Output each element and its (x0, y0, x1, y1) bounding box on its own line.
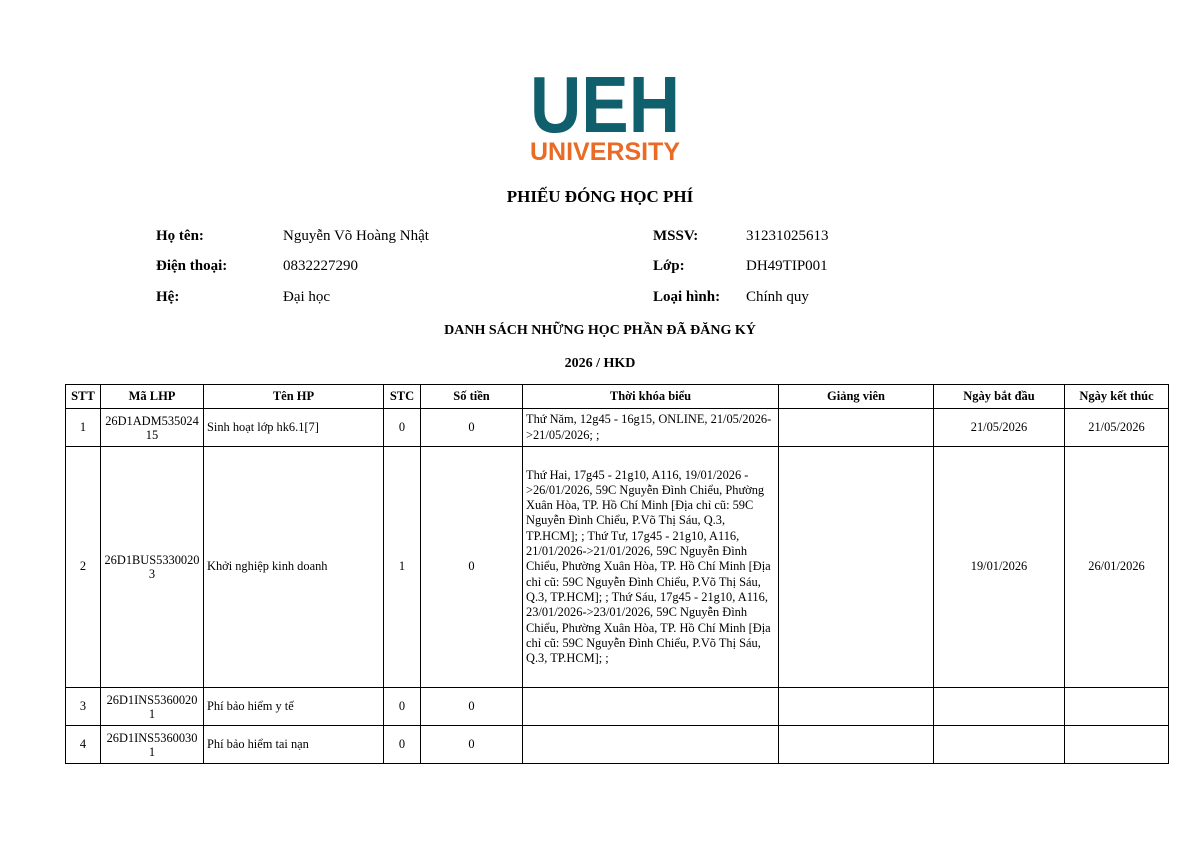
cell-giang-vien (779, 447, 934, 688)
cell-ma-lhp: 26D1INS53600201 (101, 688, 204, 726)
cell-so-tien: 0 (421, 688, 523, 726)
cell-stc: 1 (384, 447, 421, 688)
cell-thoi-khoa-bieu: Thứ Hai, 17g45 - 21g10, A116, 19/01/2026 ->26/01/2026, 59C Nguyễn Đình Chiểu, Phường Xuân Hòa, TP. Hồ Chí Minh [Địa chỉ cũ: 59C Nguyễn Đình Chiểu, P.Võ Thị Sáu, Q.3, TP.HCM]; ; Thứ Tư, 17g45 - 21g10, A116, 21/01/2026->21/01/2026, 59C Nguyễn Đình Chiểu, Phường Xuân Hòa, TP. Hồ Chí Minh [Địa chỉ cũ: 59C Nguyễn Đình Chiểu, P.Võ Thị Sáu, Q.3, TP.HCM]; ; Thứ Sáu, 17g45 - 21g10, A116, 23/01/2026->23/01/2026, 59C Nguyễn Đình Chiểu, Phường Xuân Hòa, TP. Hồ Chí Minh [Địa chỉ cũ: 59C Nguyễn Đình Chiểu, P.Võ Thị Sáu, Q.3, TP.HCM]; ; (523, 447, 779, 688)
phone-value: 0832227290 (283, 258, 358, 274)
header-ma-lhp: Mã LHP (101, 385, 204, 409)
mssv-label: MSSV: (653, 228, 699, 244)
cell-ngay-bat-dau (934, 688, 1065, 726)
cell-ngay-ket-thuc: 26/01/2026 (1065, 447, 1169, 688)
cell-ten-hp: Sinh hoạt lớp hk6.1[7] (204, 409, 384, 447)
cell-giang-vien (779, 409, 934, 447)
semester-label: 2026 / HKD (564, 356, 636, 371)
type-label: Loại hình: (653, 289, 721, 305)
cell-ngay-ket-thuc (1065, 688, 1169, 726)
cell-so-tien: 0 (421, 726, 523, 764)
header-stc: STC (384, 385, 421, 409)
cell-so-tien: 0 (421, 447, 523, 688)
cell-so-tien: 0 (421, 409, 523, 447)
cell-ma-lhp: 26D1BUS53300203 (101, 447, 204, 688)
table-row (66, 409, 1169, 447)
cell-stt: 2 (66, 447, 101, 688)
logo-ueh-text: UEH (530, 70, 680, 149)
cell-ten-hp: Phí bảo hiểm tai nạn (204, 726, 384, 764)
cell-ngay-ket-thuc (1065, 726, 1169, 764)
header-ten-hp: Tên HP (204, 385, 384, 409)
cell-stt: 1 (66, 409, 101, 447)
table-row (66, 726, 1169, 764)
cell-stc: 0 (384, 409, 421, 447)
cell-giang-vien (779, 726, 934, 764)
system-label: Hệ: (156, 289, 180, 305)
class-label: Lớp: (653, 258, 685, 274)
header-thoi-khoa-bieu: Thời khóa biểu (523, 385, 779, 409)
phone-label: Điện thoại: (156, 258, 228, 274)
cell-stt: 4 (66, 726, 101, 764)
class-value: DH49TIP001 (746, 258, 828, 274)
table-header-row (66, 385, 1169, 409)
list-title: DANH SÁCH NHỮNG HỌC PHẦN ĐÃ ĐĂNG KÝ (444, 323, 756, 338)
mssv-value: 31231025613 (746, 228, 829, 244)
cell-ma-lhp: 26D1ADM53502415 (101, 409, 204, 447)
cell-ngay-bat-dau: 19/01/2026 (934, 447, 1065, 688)
cell-thoi-khoa-bieu (523, 688, 779, 726)
name-value: Nguyễn Võ Hoàng Nhật (283, 228, 429, 244)
document-title: PHIẾU ĐÓNG HỌC PHÍ (506, 187, 694, 206)
cell-ngay-bat-dau: 21/05/2026 (934, 409, 1065, 447)
cell-stt: 3 (66, 688, 101, 726)
cell-stc: 0 (384, 726, 421, 764)
ueh-logo (528, 70, 682, 164)
cell-giang-vien (779, 688, 934, 726)
cell-ngay-bat-dau (934, 726, 1065, 764)
cell-thoi-khoa-bieu (523, 726, 779, 764)
cell-ngay-ket-thuc: 21/05/2026 (1065, 409, 1169, 447)
cell-thoi-khoa-bieu: Thứ Năm, 12g45 - 16g15, ONLINE, 21/05/2026->21/05/2026; ; (523, 409, 779, 447)
header-ngay-ket-thuc: Ngày kết thúc (1065, 385, 1169, 409)
name-label: Họ tên: (156, 228, 204, 244)
cell-stc: 0 (384, 688, 421, 726)
table-row (66, 447, 1169, 688)
logo-university-text: UNIVERSITY (530, 138, 681, 164)
header-ngay-bat-dau: Ngày bắt đầu (934, 385, 1065, 409)
cell-ma-lhp: 26D1INS53600301 (101, 726, 204, 764)
system-value: Đại học (283, 289, 331, 305)
header-so-tien: Số tiền (421, 385, 523, 409)
course-table (65, 384, 1169, 764)
header-giang-vien: Giảng viên (779, 385, 934, 409)
cell-ten-hp: Khởi nghiệp kinh doanh (204, 447, 384, 688)
table-row (66, 688, 1169, 726)
cell-ten-hp: Phí bảo hiểm y tế (204, 688, 384, 726)
type-value: Chính quy (746, 289, 809, 305)
header-stt: STT (66, 385, 101, 409)
